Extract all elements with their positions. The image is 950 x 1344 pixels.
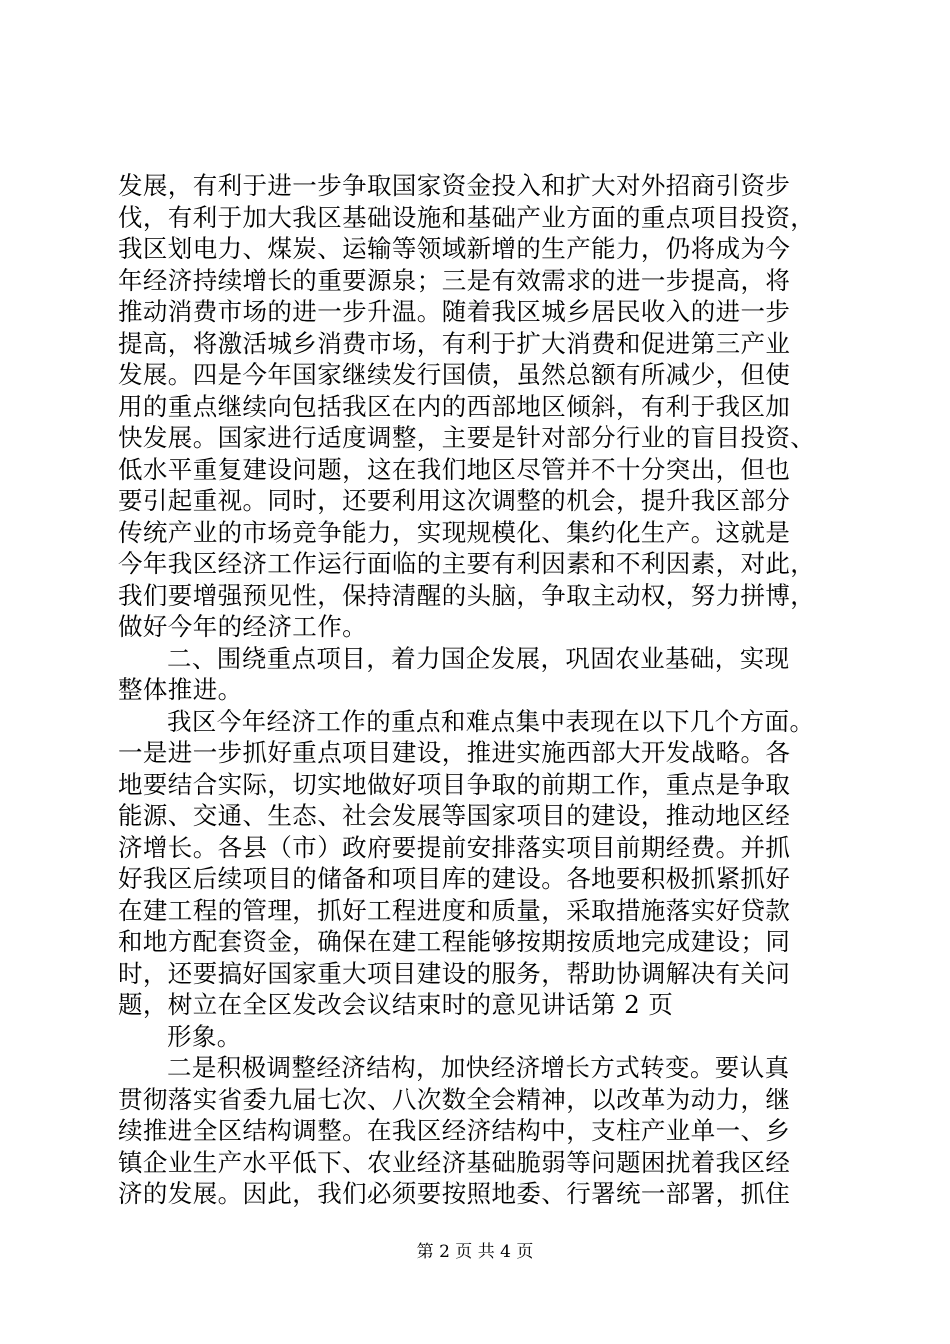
text-line: 和地方配套资金，确保在建工程能够按期按质地完成建设；同 [118,927,791,956]
text-line: 推动消费市场的进一步升温。随着我区城乡居民收入的进一步 [118,297,791,326]
page-footer: 第 2 页 共 4 页 [416,1242,534,1262]
text-line: 提高，将激活城乡消费市场，有利于扩大消费和促进第三产业 [118,328,791,358]
text-line: 要引起重视。同时，还要利用这次调整的机会，提升我区部分 [118,486,791,515]
text-line: 我区划电力、煤炭、运输等领域新增的生产能力，仍将成为今 [118,234,791,263]
text-line: 地要结合实际，切实地做好项目争取的前期工作，重点是争取 [118,769,791,799]
text-line: 今年我区经济工作运行面临的主要有利因素和不利因素，对此， [118,549,816,578]
document-body [118,170,838,1210]
text-line: 低水平重复建设问题，这在我们地区尽管并不十分突出，但也 [118,454,791,484]
text-line: 济增长。各县（市）政府要提前安排落实项目前期经费。并抓 [118,832,791,862]
text-line: 镇企业生产水平低下、农业经济基础脆弱等问题困扰着我区经 [118,1147,791,1177]
text-line: 我们要增强预见性，保持清醒的头脑，争取主动权，努力拼博， [118,580,816,610]
text-line: 济的发展。因此，我们必须要按照地委、行署统一部署，抓住 [118,1179,791,1208]
text-line: 伐，有利于加大我区基础设施和基础产业方面的重点项目投资， [118,202,816,232]
text-line: 能源、交通、生态、社会发展等国家项目的建设，推动地区经 [118,801,791,830]
text-line: 发展。四是今年国家继续发行国债，虽然总额有所减少，但使 [118,360,791,389]
text-line: 做好今年的经济工作。 [118,612,367,641]
text-line: 时，还要搞好国家重大项目建设的服务，帮助协调解决有关问 [118,958,791,988]
text-line: 贯彻落实省委九届七次、八次数全会精神，以改革为动力，继 [118,1084,791,1114]
text-line: 一是进一步抓好重点项目建设，推进实施西部大开发战略。各 [118,738,791,767]
text-line: 二、围绕重点项目，着力国企发展，巩固农业基础，实现 [167,643,790,673]
text-line: 用的重点继续向包括我区在内的西部地区倾斜，有利于我区加 [118,391,791,421]
text-line: 整体推进。 [118,675,243,704]
text-line: 二是积极调整经济结构，加快经济增长方式转变。要认真 [167,1053,790,1082]
text-line: 发展，有利于进一步争取国家资金投入和扩大对外招商引资步 [118,171,791,200]
text-line: 快发展。国家进行适度调整，主要是针对部分行业的盲目投资、 [118,423,816,452]
text-line: 我区今年经济工作的重点和难点集中表现在以下几个方面。 [167,706,815,736]
text-line: 好我区后续项目的储备和项目库的建设。各地要积极抓紧抓好 [118,864,791,893]
text-line: 传统产业的市场竞争能力，实现规模化、集约化生产。这就是 [118,517,791,547]
text-line: 在建工程的管理，抓好工程进度和质量，采取措施落实好贷款 [118,895,791,925]
text-line: 续推进全区结构调整。在我区经济结构中，支柱产业单一、乡 [118,1116,791,1145]
text-line: 年经济持续增长的重要源泉；三是有效需求的进一步提高，将 [118,265,791,295]
text-line: 题，树立在全区发改会议结束时的意见讲话第 2 页 [118,990,674,1019]
text-line: 形象。 [167,1021,242,1051]
